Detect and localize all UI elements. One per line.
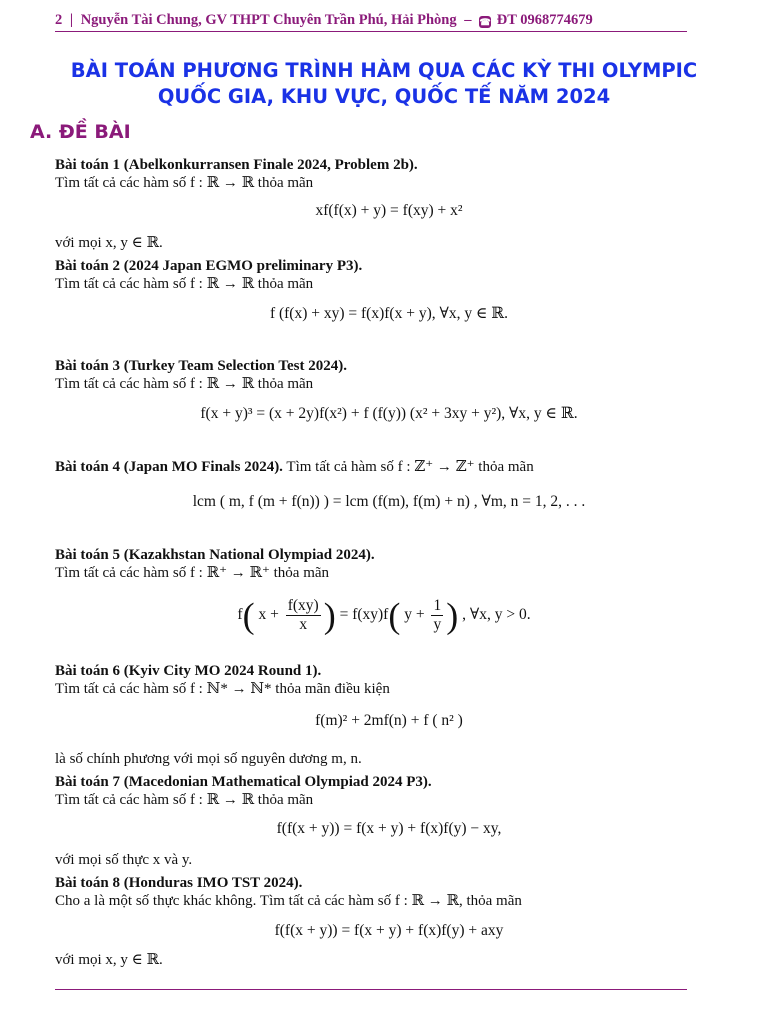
problem-5-heading: Bài toán 5 (Kazakhstan National Olympiad 2024). [55,547,375,563]
problem-1-condition: với mọi x, y ∈ ℝ. [55,235,163,251]
problem-1-heading: Bài toán 1 (Abelkonkurransen Finale 2024, Problem 2b). [55,157,418,173]
page-number: 2 [55,12,63,28]
header-separator: | [69,12,74,28]
problem-6-formula: f(m)² + 2mf(n) + f ( n² ) [315,712,463,729]
p5-tail: , ∀x, y > 0. [462,606,531,623]
problem-2-formula: f (f(x) + xy) = f(x)f(x + y), ∀x, y ∈ ℝ. [269,305,509,322]
page-header [55,10,687,32]
phone-number: ĐT 0968774679 [496,12,593,28]
problem-8-text: Cho a là một số thực khác không. Tìm tất cả các hàm số f : ℝ → ℝ, thỏa mãn [55,893,522,909]
problem-6-condition: là số chính phương với mọi số nguyên dương m, n. [55,751,362,767]
problem-1-text: Tìm tất cả các hàm số f : ℝ → ℝ thỏa mãn [55,175,314,191]
problem-4-formula: lcm ( m, f (m + f(n)) ) = lcm (f(m), f(m) + n) , ∀m, n = 1, 2, . . . [192,493,586,510]
document-title-line-2: QUỐC GIA, KHU VỰC, QUỐC TẾ NĂM 2024 [157,85,611,108]
section-heading: A. ĐỀ BÀI [30,121,131,143]
problem-2-heading: Bài toán 2 (2024 Japan EGMO preliminary P3). [55,258,363,274]
problem-4-text: Tìm tất cả hàm số f : ℤ⁺ → ℤ⁺ thỏa mãn [286,459,534,475]
problem-7-formula: f(f(x + y)) = f(x + y) + f(x)f(y) − xy, [276,820,502,837]
p5-fraction-1-numerator: f(xy) [287,596,319,614]
author-line: Nguyễn Tài Chung, GV THPT Chuyên Trần Phú, Hải Phòng [80,12,457,28]
problem-3-formula: f(x + y)³ = (x + 2y)f(x²) + f (f(y)) (x² + 3xy + y²), ∀x, y ∈ ℝ. [200,405,578,422]
phone-icon: ☎ [479,17,491,27]
problem-5-text: Tìm tất cả các hàm số f : ℝ⁺ → ℝ⁺ thỏa mãn [55,565,330,581]
p5-x-plus: x + [258,606,279,623]
problem-8-formula: f(f(x + y)) = f(x + y) + f(x)f(y) + axy [274,922,504,939]
header-dash: – [464,12,472,28]
p5-middle: = f(xy)f [339,606,389,623]
problem-3-text: Tìm tất cả các hàm số f : ℝ → ℝ thỏa mãn [55,376,314,392]
p5-fraction-1-denominator: x [299,615,308,633]
p5-fraction-2 [431,597,443,634]
p5-f-left: f [237,606,243,623]
p5-fraction-2-numerator: 1 [433,596,442,614]
problem-8-heading: Bài toán 8 (Honduras IMO TST 2024). [55,875,303,891]
p5-fraction-2-denominator: y [433,615,442,633]
p5-fraction-1 [286,597,321,634]
problem-5-formula: f( x + $\frac{f(xy)}{x}$ ) = f(xy)f( y + $\frac{1}{y}$ ) , ∀x, y > 0. [237,595,531,636]
document-title-line-1: BÀI TOÁN PHƯƠNG TRÌNH HÀM QUA CÁC KỲ THI OLYMPIC [70,59,698,82]
problem-7-heading: Bài toán 7 (Macedonian Mathematical Olympiad 2024 P3). [55,774,432,790]
problem-8-condition: với mọi x, y ∈ ℝ. [55,952,163,968]
problem-7-condition: với mọi số thực x và y. [55,852,193,868]
problem-4-line [55,458,534,476]
problem-2-text: Tìm tất cả các hàm số f : ℝ → ℝ thỏa mãn [55,276,314,292]
problem-3-heading: Bài toán 3 (Turkey Team Selection Test 2024). [55,358,347,374]
problem-4-heading: Bài toán 4 (Japan MO Finals 2024). [55,459,283,475]
problem-1-formula: xf(f(x) + y) = f(xy) + x² [315,202,463,219]
problem-6-text: Tìm tất cả các hàm số f : ℕ* → ℕ* thỏa mãn điều kiện [55,681,390,697]
footer-rule [55,989,687,990]
problem-7-text: Tìm tất cả các hàm số f : ℝ → ℝ thỏa mãn [55,792,314,808]
problem-6-heading: Bài toán 6 (Kyiv City MO 2024 Round 1). [55,663,322,679]
p5-y-plus: y + [404,606,425,623]
